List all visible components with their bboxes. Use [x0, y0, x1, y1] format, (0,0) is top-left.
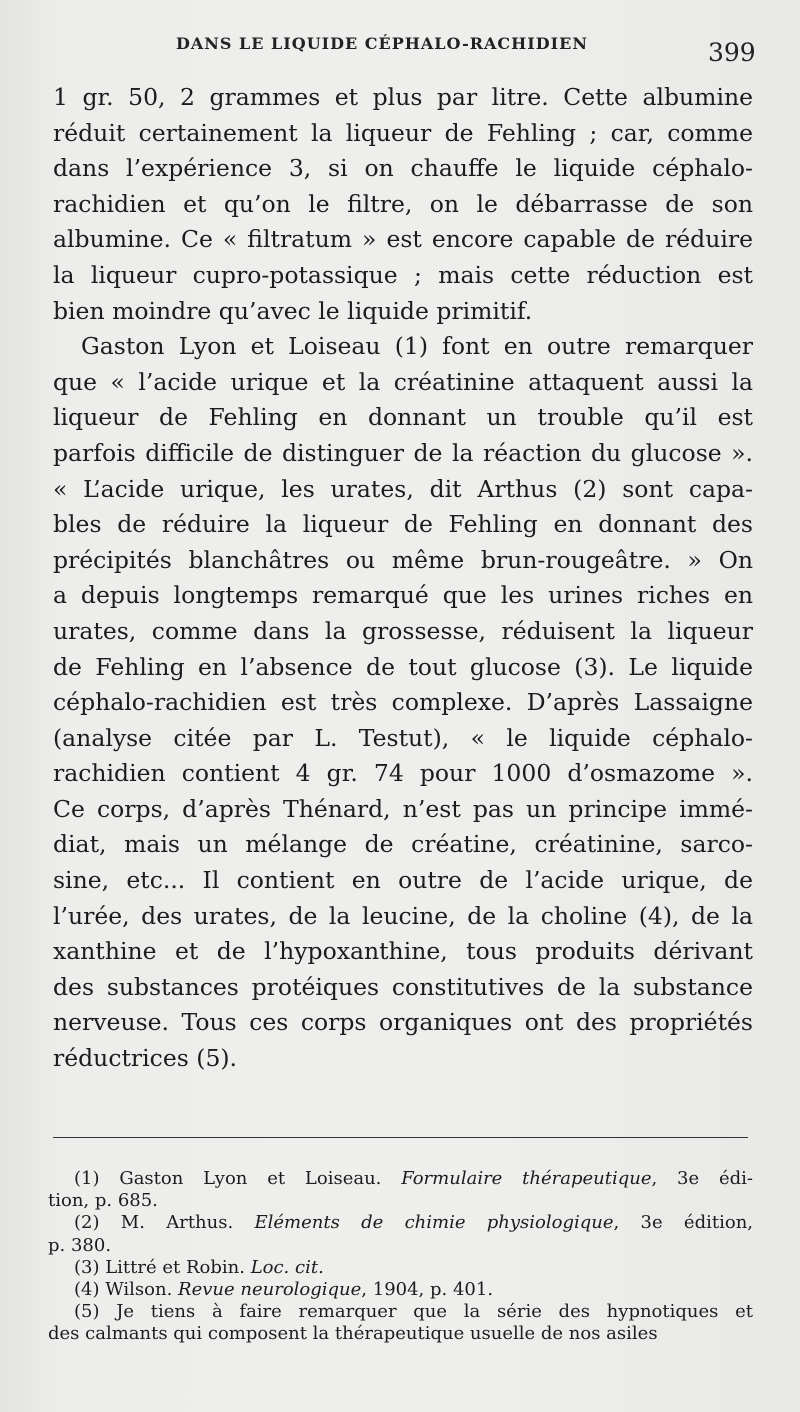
footnote-text: , 3e édi- [651, 1168, 753, 1189]
text-line: rachidien contient 4 gr. 74 pour 1000 d’osmazome ». [53, 759, 753, 788]
footnote-title: Formulaire thérapeutique [401, 1168, 652, 1189]
footnote-3 [48, 1257, 753, 1279]
text-line: (analyse citée par L. Testut), « le liquide céphalo- [53, 723, 753, 752]
text-line: de Fehling en l’absence de tout glucose (3). Le liquide [53, 652, 753, 681]
text-line: bien moindre qu’avec le liquide primitif. [53, 296, 533, 325]
footnote-text: (1) Gaston Lyon et Loiseau. [74, 1168, 402, 1189]
text-line: que « l’acide urique et la créatinine attaquent aussi la [53, 367, 753, 396]
text-line: Ce corps, d’après Thénard, n’est pas un principe immé- [53, 794, 753, 823]
footnote-title: Loc. cit. [250, 1256, 324, 1278]
text-line: précipités blanchâtres ou même brun-rougeâtre. » On [53, 545, 753, 574]
text-line: parfois difficile de distinguer de la réaction du glucose ». [53, 438, 753, 467]
text-line: dans l’expérience 3, si on chauffe le liquide céphalo- [53, 154, 753, 183]
page-number: 399 [708, 38, 756, 67]
footnote-4 [48, 1279, 753, 1301]
footnote-5: (5) Je tiens à faire remarquer que la série des hypnotiques et [74, 1301, 753, 1323]
text-line: albumine. Ce « filtratum » est encore capable de réduire [53, 225, 753, 254]
footnote-1-continued: tion, p. 685. [48, 1190, 158, 1212]
footnote-text: , 1904, p. 401. [361, 1278, 494, 1300]
text-line: liqueur de Fehling en donnant un trouble qu’il est [53, 403, 753, 432]
text-line: xanthine et de l’hypoxanthine, tous produits dérivant [53, 937, 753, 966]
footnote-title: Revue neurologique [178, 1278, 362, 1300]
text-line: urates, comme dans la grossesse, réduisent la liqueur [53, 616, 753, 645]
footnote-separator [53, 1137, 748, 1138]
text-line: Gaston Lyon et Loiseau (1) font en outre remarquer [81, 332, 753, 361]
text-line: la liqueur cupro-potassique ; mais cette réduction est [53, 260, 753, 289]
text-line: céphalo-rachidien est très complexe. D’après Lassaigne [53, 688, 753, 717]
text-line: rachidien et qu’on le filtre, on le débarrasse de son [53, 189, 753, 218]
text-line: l’urée, des urates, de la leucine, de la choline (4), de la [53, 901, 753, 930]
footnote-title: Eléments de chimie physiologique [254, 1212, 614, 1234]
footnote-5-continued: des calmants qui composent la thérapeutique usuelle de nos asiles [48, 1323, 658, 1345]
footnote-2 [48, 1212, 753, 1234]
text-line: a depuis longtemps remarqué que les urines riches en [53, 581, 753, 610]
text-line: bles de réduire la liqueur de Fehling en donnant des [53, 510, 753, 539]
text-line: « L’acide urique, les urates, dit Arthus (2) sont capa- [53, 474, 753, 503]
footnote-text: (4) Wilson. [74, 1278, 179, 1300]
footnote-text: (3) Littré et Robin. [74, 1256, 251, 1278]
text-line: réductrices (5). [53, 1044, 238, 1073]
text-line: nerveuse. Tous ces corps organiques ont des propriétés [53, 1008, 753, 1037]
footnotes [48, 1168, 753, 1346]
text-line: des substances protéiques constitutives de la substance [53, 972, 753, 1001]
footnote-text: , 3e édition, [613, 1212, 753, 1234]
footnote-2-continued: p. 380. [48, 1234, 112, 1256]
body-text [53, 80, 753, 1077]
text-line: 1 gr. 50, 2 grammes et plus par litre. Cette albumine [53, 83, 753, 111]
footnote-text: (2) M. Arthus. [74, 1212, 255, 1234]
footnote-1 [48, 1168, 753, 1190]
text-line: diat, mais un mélange de créatine, créatinine, sarco- [53, 830, 753, 859]
text-line: réduit certainement la liqueur de Fehling ; car, comme [53, 118, 753, 147]
running-title: DANS LE LIQUIDE CÉPHALO-RACHIDIEN [176, 34, 588, 53]
text-line: sine, etc... Il contient en outre de l’acide urique, de [53, 866, 753, 895]
